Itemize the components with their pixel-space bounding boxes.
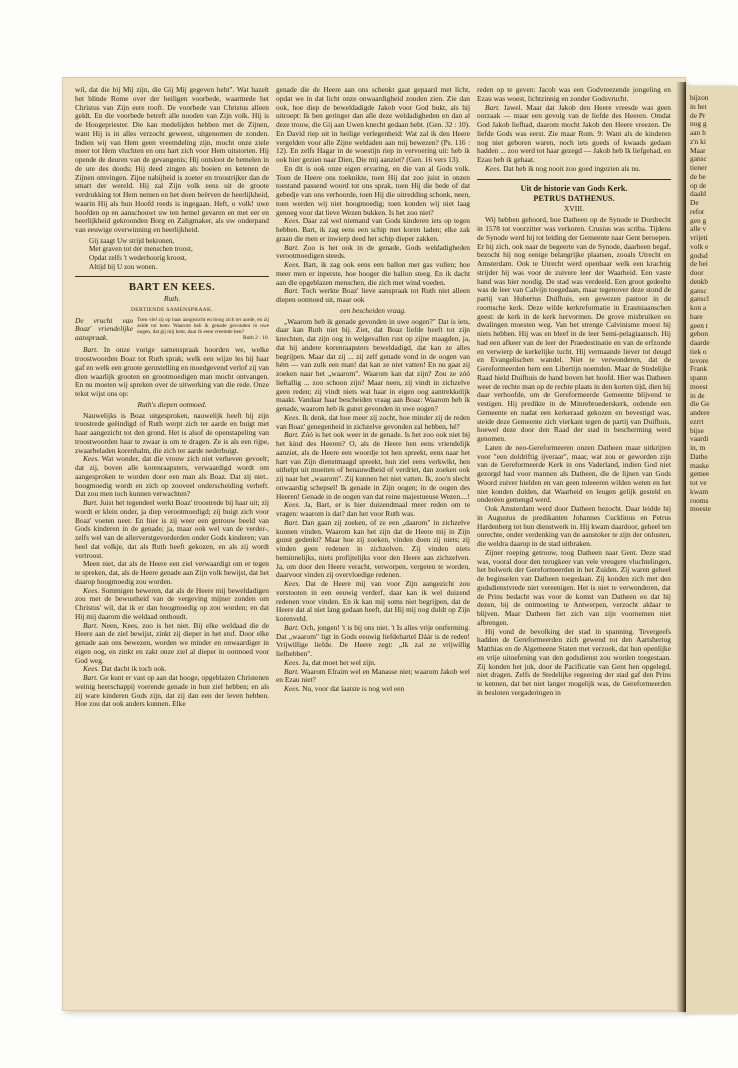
speaker-name: Kees. (83, 585, 100, 595)
speaker-name: Bart. (83, 620, 98, 630)
paragraph: Bart. Waarom Efraim wel en Manasse niet; waarom Jakob wel en Ezau niet? (276, 666, 470, 685)
column-right (477, 86, 671, 698)
paragraph: Nauwelijks is Boaz uitgesproken, nauwelijk heeft hij zijn troostrede geëindigd of Ruth werpt zich ter aarde en buigt met haar aangezicht tot den grond. Het is alsof de openstapeling van troostwoorden haar te zwaar is om te dragen. Ze is als een rijpe, zwaarbeladen korenhalm, die zich ter aarde nederbuigt. (75, 410, 269, 455)
motto-quote (137, 317, 269, 343)
paragraph: „Waarom heb ik genade gevonden in uwe oogen?" Dat is iets, daar kan Ruth niet bij. Ziet, dat Boaz liefde heeft tot zijn knechten, dat zijn oog in welgevallen rust op zijne maagden, ja, dat hij andere korenraapsters beweldadigd, dat kan ze alles begrijpen. Maar dat zij ... zij zelf genade vond in de oogen van hém — van zulk een man! dat kan ze niet vatten! En nu gaat zij zoeken naar het „waarom". Waarom kan dat zijn? Zou ze zóó lieftallig ... zoo schoon zijn? Maar neen, zij vindt in zichzelve geen reden; zij vindt niets wat haar in eigen oog aantrekkelijk maakt. Vandaar haar bescheiden vraag aan Boaz: Waarom heb ik genade, waarom heb ik gunst gevonden in uwe oogen? (276, 316, 470, 413)
fragment-line: ganscl (690, 294, 709, 304)
fragment-line: De (690, 198, 699, 207)
speaker-name: Kees. (284, 579, 301, 588)
fragment-line: gansc (690, 154, 707, 164)
speaker-name: Bart. (485, 102, 500, 112)
fragment-line: die Ge (690, 399, 710, 409)
paragraph: Bart. Juist het tegendeel werkt Boaz' troostrede bij haar uit; zij wordt er klein onder, ja diep verootmoedigd; zij buigt zich voor Boaz' voeten neer. En hier is zij weer een getrouw beeld van Gods kinderen in de genade; ja, maar ook wel van de verder-, zelfs wel van de allerverstgevorderden onder Gods kinderen; van heel dat volkje, dat als Ruth heeft gekozen, en als zij wordt vertroost. (75, 498, 269, 560)
series-title: Uit de historie van Gods Kerk. (520, 183, 628, 193)
speaker-name: Kees. (83, 454, 100, 464)
verse-line: Met graven tot der menschen troost, (89, 245, 193, 254)
speaker-name: Bart. (83, 673, 98, 683)
speaker-name: Bart. (83, 345, 98, 355)
paragraph: Laten de neo-Gereformeeren onzen Datheen maar uitkrijten voor "een doldriftig ijveraar", maar, wat zou er geworden zijn van de Gereformeerde Kerk in ons Vaderland, indien God niet gezorgd had voor mannen als Datheen, die de lijnen van Gods Woord zuiver hielden en van geen toleeeren wilden weten en het niet konden dulden, dat Waarheid en leugen gelijk gesteld en onderéen gemengd werd. (477, 442, 671, 505)
paragraph: Kees. Nu, voor dat laatste is nog wel een (284, 684, 405, 693)
column-middle (276, 86, 470, 694)
paragraph: wil, dat die bij Mij zijn, die Gij Mij gegeven hebt". Wat bazelt het blinde Rome over der heiligen voorbede, waarmede het Christus van Zijn eere rooft. De voorbede van Christus alleen geldt. En die voorbede betreft alle nooden van Zijn volk. Hij is de Hoogepriester. Die kan medelijden hebben met de Zijnen, want Hij is in alles verzocht geweest, uitgenomen de zonden. Indien wij van Hem geen vreemdeling zijn, mocht onze ziele meer tot Hem vluchten en ons hart zich voor Hem uitstorten. Hij opende de deuren van de gevangenis; Hij ontsloot de hemelen in de ure des doods; Hij deed zingen als boeien en ketenen de Zijnen omvingen. Zijne nabijheid is zoeter en troostrijker dan de smart der wereld. Hij zal Zijn volk eens uit de groote verdrukking tot Hem nemen en het doen beërven de heerlijkheid, waarin Hij als hun Hoofd reeds is ingegaan. Heft, o volk! uwe hoofden op en aanschouwt uw ten hemel gevaren en met eer en heerlijkheid gekroonden Borg en Zaligmaker, als uw onderpand van eeuwige overwinning en heerlijkheid. (75, 85, 269, 234)
section-divider (477, 179, 671, 180)
fragment-line: de be (690, 171, 706, 181)
paragraph: Kees. Dat dacht ik toch ook. (83, 664, 167, 674)
paragraph: Kees. Sommigen beweren, dat als de Heere mij beweldadigen zou met de bewustheid van de vergeving mijner zonden om Christus' wil, dat ik er dan hoogmoedig op zou worden; en dat Hij mij daarom die weldaad onthoudt. (75, 585, 269, 621)
fragment-line: op de (690, 180, 707, 190)
section-heading: een bescheiden vraag. (340, 305, 406, 315)
fragment-line: vrijeti (690, 233, 708, 242)
verse-stanza (89, 237, 269, 271)
motto-reference: Ruth 2 : 10. (243, 335, 269, 342)
paragraph: Kees. Bart, ik zag ook eens een ballon met gas vullen; hoe meer men er inperste, hoe hooger die ballon steeg. En ik dacht aan die opgeblazen menschen, die zich met wind voeden. (276, 260, 470, 287)
speaker-name: Bart. (284, 286, 299, 296)
article-kicker: DERTIENDE SAMENSPRAAK. (130, 306, 214, 313)
fragment-line: in, m (690, 443, 706, 452)
paragraph: Bart. In onze vorige samenspraak hoorden we, welke troostwoorden Boaz tot Ruth sprak; welk een wijze les hij haar gaf en welk een groote gerustelling en moedgevend verlof zij van dien waarlijk grooten en grootmoedigen man mocht ontvangen. En nu moeten wij spreken over de uitwerking van die rede. Onze tekst wijst ons op: (75, 345, 269, 399)
fragment-line: bijzon (690, 93, 709, 102)
next-page-text-fragment (690, 94, 738, 514)
speaker-name: Kees. (284, 216, 301, 226)
paragraph: Kees. Dat heb ik nog nooit zoo goed ingezien als nu. (485, 163, 641, 173)
paragraph: Kees. Wat wonder, dat die vrouw zich niet verheven gevoelt; dat zij, boven alle korenraapsters, verwaardigd wordt om aangesproken te worden door een man als Boaz. Dat zij niet.. hoogmoedig wordt en zich op zooveel onderscheiding verheft. Dat zou men toch kunnen verwachten? (75, 454, 269, 499)
speaker-name: Bart. (284, 666, 299, 676)
fragment-line: ezrrt (690, 416, 704, 426)
speaker-name: Bart. (83, 498, 98, 508)
paragraph: Bart. Zóó is het ook weer in de genade. Is het zoo ook niet bij het kind des Heeren? O, als de Heere hen eens vriendelijk aanziet, als de Heere een woordje tot hen spreekt, eens naar het hart van Zijn dienstmaagd spreekt, hun ziel eens verkwikt, hen uithelpt uit moeiten of benauwdheid of verdriet, dan zoeken ook zij naar het „waarom". Zij kunnen het niet vatten. Ik, zoo'n slecht onwaardig schepsel! Ik genade in Zijn oogen; in de oogen des Heeren! Genade in de oogen van dat reine majestueuse Wezen....! (276, 430, 471, 501)
paragraph: Bart. Jawel. Maar dat Jakob den Heere vreesde was geen oorzaak — maar een gevolg van de liefde des Heeren. Omdat God Jakob liefhad, daarom mocht Jakob den Heere vreezen. De liefde Gods was eerst. Zie maar Rom. 9: Want als de kinderen nog niet geboren waren, noch iets goeds of kwaads gedaan hadden ... zoo werd tot haar gezegd — Jakob heb Ik liefgehad, en Ezau heb ik gehaat. (477, 102, 671, 164)
paragraph: Kees. Daar zal wel niemand van Gods kinderen iets op tegen hebben. Bart, ik zag eens een schip met koren laden; elke zak graan die men er inwierp deed het schip dieper zakken. (276, 216, 470, 243)
verse-line: Gij zaagt Uw strijd bekronen, (89, 236, 175, 245)
newspaper-page (63, 78, 685, 1010)
fragment-line: refor (690, 206, 705, 216)
fragment-line: volk e (690, 241, 709, 251)
paragraph: Hij vond de bevolking der stad in spanning. Tevergeefs hadden de Gereformeerden zich gewend tot den Aartshertog Matthias en de Algemeene Staten met verzoek, dat hun openlijke en vrije uitoefening van den godsdienst zou worden toegestaan. Zij konden het juk, door de Pacificatie van Gent hen opgelegd, niet dragen. Zelfs de Stedelijke regeering der stad gaf den Prins te kennen, dat het niet langer mogelijk was, de Gereformeerden in besloten vergaderingen in (477, 626, 671, 697)
fragment-line: andere (690, 408, 710, 417)
speaker-name: Kees. (284, 657, 301, 667)
fragment-line: nog g (690, 119, 707, 129)
fragment-line: rooms (690, 495, 709, 505)
article-title: PETRUS DATHENUS. (533, 193, 615, 203)
fragment-line: daald (690, 189, 707, 199)
fragment-line: gansc (690, 285, 707, 295)
fragment-line: Maar (690, 145, 706, 155)
paragraph: Bart. Och, jongen! 't is bij ons niet. 't Is alles vrije ontferming. Dat „waarom" ligt in Gods eeuwig liefdehartel Dáár is de reden! Vrijwillige liefde. De Heere zegt: „Ik zal ze vrijwillig liefhebben". (276, 622, 470, 658)
fragment-line: geen t (690, 320, 708, 330)
fragment-line: tevore (690, 355, 709, 365)
fragment-line: moeste (690, 504, 711, 514)
fragment-line: door (690, 268, 704, 277)
motto-heading: De vrucht van Boaz' vriendelijke aanspraak. (75, 315, 133, 342)
installment-number: XVIII. (564, 203, 584, 213)
fragment-line: tiener (690, 163, 707, 172)
fragment-line: tot ve (690, 478, 707, 487)
fragment-line: daarde (690, 338, 710, 347)
paragraph: Meen niet, dat als de Heere een ziel verwaardigt om er tegen te spreken, dat, als de Heere genade aan Zijn volk bewijst, dat het daarop hoogmoedig zou worden. (75, 559, 269, 586)
fragment-line: z'n ki (690, 136, 706, 146)
section-divider (75, 276, 269, 277)
paragraph: Kees. Dat de Heere mij van voor Zijn aangezicht zou verstooten in een eeuwig verderf, daar kan ik wel duizend redenen voor vinden. En ik kan mij soms niet begrijpen, dat de Heere dat al niet lang gedaan heeft, dat Hij mij nog duldt op Zijn korenveld. (276, 579, 470, 623)
paragraph: Zijner roeping getrouw, toog Datheen naar Gent. Deze stad was, vooral door den terugkeer van vele vreugere vluchtelingen, het bolwerk der Gereformeerden in het Zuiden. Zij waren geheel de beginselen van Datheen toegedaan. Zij konden zich met den godsdienstvrede niet vereenigen. Het is niet te verwonderen, dat de Prins bedacht was voor de komst van Datheen en dat hij dezen, bij de ontmoeting te Antwerpen, verzocht aldaar te blijven. Maar Datheen liet zich van zijn voornemen niet afbrengen. (477, 547, 671, 627)
speaker-name: Kees. (284, 684, 301, 693)
speaker-name: Bart. (284, 517, 299, 527)
speaker-name: Bart. (284, 622, 299, 632)
speaker-name: Kees. (284, 500, 301, 510)
verse-line: Opdat zelfs 't wederhoorig kroost, (89, 253, 187, 262)
fragment-line: denkb (690, 276, 709, 286)
paragraph: Ook Amsterdam werd door Datheen bezocht. Daar leidde hij in Augustus de predikanten Johannes Cucklinus en Petrus Hardenberg tot hun dienstwerk in. Hij kwam daardoor, geheel ten onrechte, onder verdenking van de aanstoker te zijn der onlusten, die weldra daarop in de stad uitbraken. (477, 504, 671, 548)
fragment-line: de hei (690, 259, 708, 269)
speaker-name: Kees. (284, 260, 301, 269)
paragraph: Bart. Ge kunt er vast op aan dat hooge, opgeblazen Christenen weinig heerschappij voerende genade in hun ziel hebben; en als zij ware kinderen Gods zijn, dat zij dan een der leven hebben. Hoe zou dat ook anders kunnen. Elke (75, 673, 269, 709)
paragraph: Bart. Neen, Kees, zoo is het niet. Bij elke weldaad die de Heere aan de ziel bewijst, zinkt zij dieper in het stof. Door elke genade aan ons bewezen, worden we minder en onwaardiger in eigen oog, en zinkt en zakt onze ziel al dieper in ootmoed voor God weg. (75, 620, 269, 665)
motto-block (75, 317, 269, 343)
paragraph: En dit is ook onze eigen ervaring, en die van al Gods volk. Toen de Heere ons toeknikte, toen Hij dat zoo juist in onzen toestand passend woord tot ons sprak, toen Hij die bede of dat gebedje van ons verhoorde, toen Hij die uitredding schonk, neen, toen werden wij niet hoogmoedig; toen konden wij niet laag genoeg voor dat lieve Wezen bukken. Is het zoo niet? (276, 163, 470, 217)
fragment-line: Frank (690, 364, 708, 374)
paragraph: Kees. Ja, Bart, er is hier duizendmaal meer reden om te vragen: waarom is dat? dan het voor Ruth was. (276, 500, 470, 518)
motto-text: Toen viel zij op haar aangezicht en boog zich ter aarde, en zij zeide tot hem: Waarom heb ik genade gevonden in uwe oogen, dat gij mij kent, daar ik eene vreemde ben? (137, 316, 269, 336)
verse-line: Altijd bij U zou wonen. (89, 262, 158, 271)
fragment-line: vaardi (690, 434, 709, 444)
fragment-line: in het (690, 101, 707, 111)
fragment-line: de Pr (690, 110, 706, 120)
fragment-line: alle v (690, 224, 707, 234)
fragment-line: Dathe (690, 451, 708, 461)
fragment-line: godsd (690, 250, 708, 260)
speaker-name: Kees. (485, 163, 502, 173)
fragment-line: kwam (690, 486, 709, 496)
paragraph: Wij hebben gehoord, hoe Datheen op de Synode te Dordrecht in 1578 tot voorzitter was verkoren. Crusius was scriba. Tijdens de Synode werd hij tot leiding der Gemeente naar Gent beroepen. Er hij zich, ook naar de begeerte van de Synode, daarheen begaf, bezocht hij nog eenige belangrijke plaatsen, zooals Utrecht en Amsterdam. Ook te Utrecht werd openbaar welk een krachtig strijder hij was voor de zuivere leer der Waarheid. Een vaste hand was hier noodig. De stad was verdeeld. Een groot gedeelte was de leer van Calvijn toegedaan, maar tegenover deze stond de partij van Hubertus Duifhuis, een gewezen pastoor in de roomsche kerk. Deze wilde kerkreformatie in Erasmiaanschen geest: de kerk in de kerk hervormen. De grove misbruiken en dwalingen moesten weg. Van het strenge Calvinisme moest hij niets hebben. Hij was en bleef in de leer Semi-pelagiaansch. Hij had een afkeer van de leer der Praedestinatie en van de erfzonde en verwierp de kerkelijke tucht. Hij vermaande liever tot deugd en Evangelischen wandel. Niet te verwonderen, dat de Gereformeerden hem een Libertijn noemden. Maar de Stedelijke Raad hield Duifhuis de hand boven het hoofd. Hier was Datheen weer de rechte man op de rechte plaats in den korten tijd, dien hij daar verhoofde, om de Gereformeerde Gemeente blijvend te vestigen. Hij predikte in de Minrebroederskerk, ordende een Gemeente en nadat een kerkeraad gekozen en bevestigd was, steide deze Gemeente zich vierkant tegen de partij van Duifhuis, hoewel deze door den Raad der stad in bescherming werd genomen. (477, 215, 671, 443)
fragment-line: aan h (690, 128, 706, 137)
speaker-name: Kees. (284, 412, 301, 422)
page-fold-shadow (676, 82, 686, 1012)
fragment-line: bare (690, 311, 703, 321)
paragraph: genade die de Heere aan ons schenkt gaat gepaard met licht, opdat we in dat licht onze onwaardigheid zouden zien. Zie dan ook, hoe diep de beweldadigde Jakob voor God bukt, als hij uitroept: Ik ben geringer dan alle deze weldadigheden en dan al deze trouw, die Gij aan Uwen knecht gedaan hebt. (Gen. 32 : 10). En David riep uit in heilige verlegenheid: Wat zal ik den Heere vergelden voor alle Zijne weldaden aan mij bewezen? (Ps. 116 : 12). En zelfs Hagar in de woestijn riep in vervoering uit: heb ik ook hier gezien naar Dien, Die mij aanziet? (Gen. 16 vers 13). (276, 85, 470, 164)
paragraph: Kees. Ja, dat moet het wel zijn. (284, 657, 376, 667)
article-subtitle: Ruth. (163, 294, 181, 304)
fragment-line: maske (690, 460, 709, 470)
paragraph: Bart. Dan gaan zij zoeken, of ze een „daarom" in zichzelve kunnen vinden. Waarom kan het zijn dat de Heere mij in Zijn gunst gedenkt? Maar hoe zij zoeken, vinden doen zij niets; zij vinden geen redenen in zichzelven. Zij vinden niets beminnelijks, niets profijtelijks voor den Heere aan zichzelven. Ja, om door den Heere veracht, verworpen, vergeten te worden, daarvoor vinden zij overvloedige redenen. (276, 517, 470, 580)
paragraph: Bart. Toch werkte Boaz' lieve aanspraak tot Ruth niet alleen diepen ootmoed uit, maar ook (276, 286, 470, 304)
article-title: BART EN KEES. (128, 282, 216, 294)
section-heading: Ruth's diepen ootmoed. (137, 399, 207, 409)
speaker-name: Bart. (284, 242, 299, 252)
fragment-line: kon a (690, 303, 707, 312)
column-left (75, 86, 269, 709)
fragment-line: gen g (690, 215, 707, 225)
paragraph: reden op te geven: Jacob was een Godvreezende jongeling en Ezau was woest, lichtzinnig en zonder Godsvrucht. (477, 85, 671, 103)
fragment-line: gebon (690, 329, 709, 339)
paragraph: Kees. Ik denk, dat hoe meer zij zocht, hoe minder zij de reden van Boaz' genegenheid in zichzelve gevonden zal hebben, hé? (276, 412, 470, 431)
fragment-line: moest (690, 381, 708, 391)
fragment-line: bijse (690, 425, 704, 435)
speaker-name: Bart. (284, 430, 299, 440)
fragment-line: spann (690, 373, 708, 382)
fragment-line: gemee (690, 469, 710, 479)
speaker-name: Kees. (83, 664, 100, 674)
fragment-line: tiek o (690, 346, 707, 356)
next-page-edge (686, 86, 738, 1014)
fragment-line: in de (690, 390, 705, 400)
paragraph: Bart. Zoo is het ook in de genade, Gods weldadigheden verootmoedigen steeds. (276, 242, 470, 261)
